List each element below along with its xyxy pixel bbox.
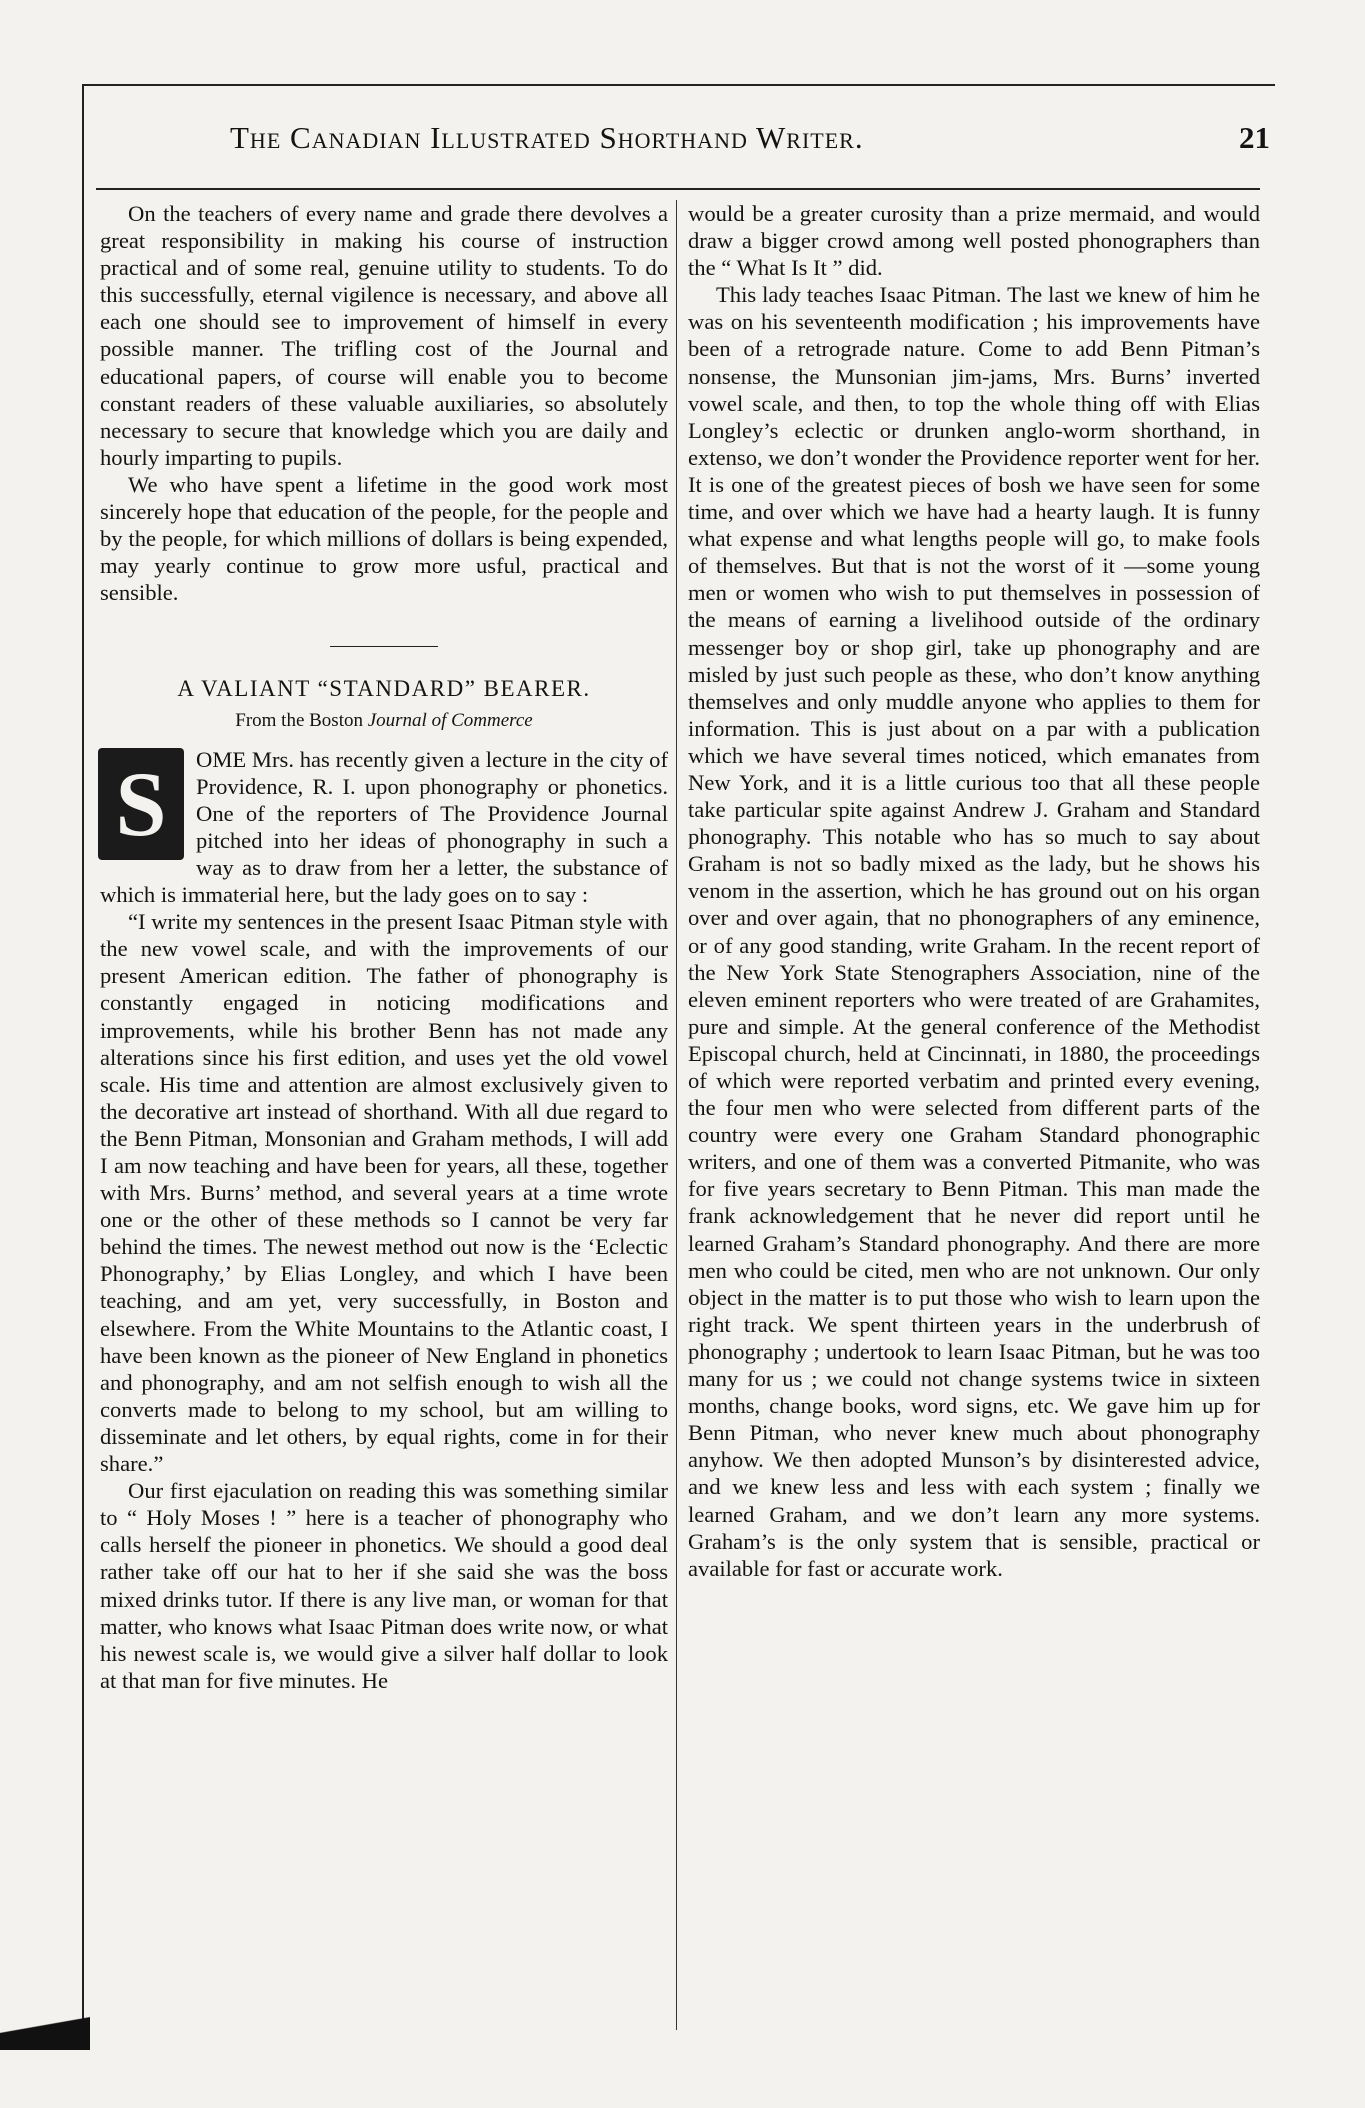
journal-title: The Canadian Illustrated Shorthand Writer. [230,120,864,155]
running-header [160,120,1270,170]
article-paragraph-2: “I write my sentences in the present Isaac Pitman style with the new vowel scale, and with the improvements of our present American edition. The father of phonography is constantly engaged in noticing modifications and improvements, while his brother Benn has not made any alterations since his first edition, and uses yet the old vowel scale. His time and attention are almost exclusively given to the decorative art instead of shorthand. With all due regard to the Benn Pitman, Monsonian and Graham methods, I will add I am now teaching and have been for years, all these, together with Mrs. Burns’ method, and several years at a time wrote one or the other of these methods so I cannot be very far behind the times. The newest method out now is the ‘Eclectic Phonography,’ by Elias Longley, and which I have been teaching, and am yet, very successfully, in Boston and elsewhere. From the White Mountains to the Atlantic coast, I have been known as the pioneer of New England in phonetics and phonography, and am not selfish enough to wish all the converts made to belong to my school, but am willing to disseminate and let others, by equal rights, come in for their share.” [100,909,668,1477]
left-column [100,200,668,1694]
article-paragraph-3: Our first ejaculation on reading this was something similar to “ Holy Moses ! ” here is a teacher of phonography who calls herself the pioneer in phonetics. We should a good deal rather take off our hat to her if she said she was the boss mixed drinks tutor. If there is any live man, or woman for that matter, who knows what Isaac Pitman does write now, or what his newest scale is, we would give a silver half dollar to look at that man for five minutes. He [100,1478,668,1693]
dropcap-letter: S [98,748,184,860]
article-paragraph-1: OME Mrs. has recently given a lecture in the city of Providence, R. I. upon phonography or phonetics. One of the reporters of The Providence Journal pitched into her ideas of phonography in such a way as to draw from her a letter, the substance of which is immaterial here, but the lady goes on to say : [100,746,668,908]
article-body [100,746,668,1694]
scan-edge-mark [0,2010,90,2050]
right-paragraph-2: This lady teaches Isaac Pitman. The last we knew of him he was on his seventeenth modification ; his improvements have been of a retrograde nature. Come to add Benn Pitman’s nonsense, the Munsonian jim-jams, Mrs. Burns’ inverted vowel scale, and then, to top the whole thing off with Elias Longley’s eclectic or drunken anglo-worm shorthand, in extenso, we don’t wonder the Providence reporter went for her. It is one of the greatest pieces of bosh we have seen for some time, and over which we have had a hearty laugh. It is funny what expense and what lengths people will go, to make fools of themselves. But that is not the worst of it —some young men or women who wish to put themselves in possession of the means of earning a livelihood outside of the ordinary messenger boy or shop girl, take up phonography and are misled by just such people as these, who don’t know anything themselves and only muddle anyone who applies to them for information. This is just about on a par with a publication which we have several times noticed, which emanates from New York, and it is a little curious too that all these people take particular spite against Andrew J. Graham and Standard phonography. This notable who has so much to say about Graham is not so badly mixed as the lady, but he shows his venom in the assertion, which he has ground out on his organ over and over again, that no phonographers of any eminence, or of any good standing, write Graham. In the recent report of the New York State Stenographers Association, nine of the eleven eminent reporters who were treated of are Grahamites, pure and simple. At the general conference of the Methodist Episcopal church, held at Cincinnati, in 1880, the proceedings of which were reported verbatim and printed every evening, the four men who were selected from different parts of the country were every one Graham Standard phonographic writers, and one of them was a converted Pitmanite, who was for five years secretary to Benn Pitman. This man made the frank acknowledgement that he never did report until he learned Graham’s Standard phonography. And there are more men who could be cited, men who are not unknown. Our only object in the matter is to put those who wish to learn upon the right track. We spent thirteen years in the underbrush of phonography ; undertook to learn Isaac Pitman, but he was too many for us ; we could not change systems twice in sixteen months, change books, word signs, etc. We gave him up for Benn Pitman, who never knew much about phonography anyhow. We then adopted Munson’s by disinterested advice, and we knew less and less with each system ; finally we learned Graham, and we don’t learn any more systems. Graham’s is the only system that is sensible, practical or available for fast or accurate work. [688,282,1260,1581]
section-divider [330,646,438,647]
right-paragraph-1: would be a greater curosity than a prize mermaid, and would draw a bigger crowd among well posted phonographers than the “ What Is It ” did. [688,201,1260,281]
source-journal: Journal of Commerce [367,709,533,731]
column-divider [676,200,677,2030]
article-source [100,707,668,734]
page-number: 21 [1239,120,1270,155]
intro-paragraph-2: We who have spent a lifetime in the good work most sincerely hope that education of the people, for the people and by the people, for which millions of dollars is being expended, may yearly continue to grow more usful, practical and sensible. [100,471,668,606]
header-rule [96,188,1260,190]
intro-paragraph-1: On the teachers of every name and grade there devolves a great responsibility in making his course of instruction practical and of some real, genuine utility to students. To do this successfully, eternal vigilence is necessary, and above all each one should see to improvement of himself in every possible manner. The trifling cost of the Journal and educational papers, of course will enable you to become constant readers of these valuable auxiliaries, so absolutely necessary to secure that knowledge which you are daily and hourly imparting to pupils. [100,201,668,470]
right-column [688,200,1260,1582]
source-prefix: From the Boston [235,709,363,731]
article-title: A VALIANT “STANDARD” BEARER. [177,676,591,702]
